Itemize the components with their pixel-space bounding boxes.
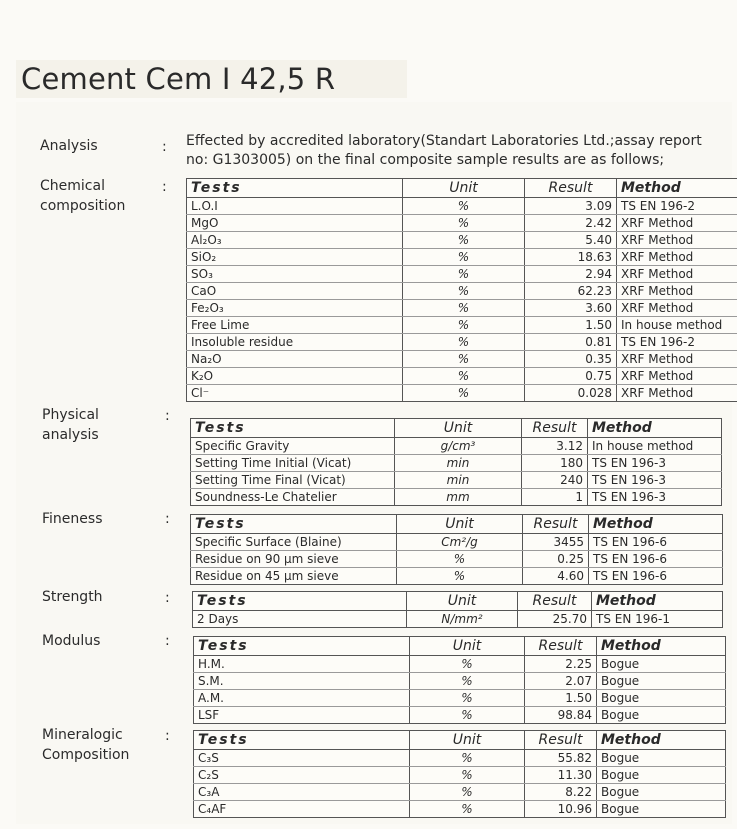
table-row [194,673,726,690]
header-result: Result [525,637,597,656]
cell-method: TS EN 196-1 [592,611,723,628]
cell-method: In house method [588,438,722,455]
cell-test: C₃A [194,784,410,801]
header-unit: Unit [403,179,525,198]
cell-result: 98.84 [525,707,597,724]
header-tests: Tests [194,731,410,750]
header-tests: Tests [191,515,397,534]
cell-method: XRF Method [617,351,737,368]
cell-test: Specific Gravity [191,438,395,455]
cell-unit: % [403,300,525,317]
cell-test: Specific Surface (Blaine) [191,534,397,551]
analysis-text: Effected by accredited laboratory(Standart Laboratories Ltd.;assay report no: G1303005) on the final composite sample results are as follows; [186,133,702,168]
cell-unit: % [403,334,525,351]
cell-method: TS EN 196-3 [588,455,722,472]
cell-unit: % [410,767,525,784]
cell-result: 3455 [523,534,589,551]
cell-test: MgO [187,215,403,232]
cell-unit: Cm²/g [397,534,523,551]
header-method: Method [588,419,722,438]
cell-unit: % [397,568,523,585]
section-label: Modulus [42,633,101,649]
table-row [187,283,737,300]
header-result: Result [518,592,592,611]
cell-method: Bogue [597,673,726,690]
cell-test: A.M. [194,690,410,707]
table-row [187,232,737,249]
table-row [191,534,723,551]
cell-result: 3.60 [525,300,617,317]
cell-unit: % [403,283,525,300]
table-row [191,455,722,472]
cell-test: C₂S [194,767,410,784]
cell-unit: % [403,198,525,215]
table-row [194,750,726,767]
header-unit: Unit [397,515,523,534]
table-header-row [194,731,726,750]
cell-test: S.M. [194,673,410,690]
cell-result: 3.12 [522,438,588,455]
cell-test: Soundness-Le Chatelier [191,489,395,506]
header-unit: Unit [410,637,525,656]
table-row [187,351,737,368]
cell-result: 0.81 [525,334,617,351]
cell-unit: min [395,472,522,489]
table-header-row [187,179,737,198]
cell-test: C₃S [194,750,410,767]
table-row [194,656,726,673]
cell-test: CaO [187,283,403,300]
cell-unit: % [397,551,523,568]
header-unit: Unit [407,592,518,611]
cell-result: 180 [522,455,588,472]
header-result: Result [525,179,617,198]
table-row [187,317,737,334]
results-table [190,514,723,585]
cell-unit: % [403,317,525,334]
table-row [193,611,723,628]
analysis-colon: : [162,139,167,155]
cell-unit: N/mm² [407,611,518,628]
cell-method: XRF Method [617,368,737,385]
cell-unit: % [410,750,525,767]
cell-result: 18.63 [525,249,617,266]
cell-test: SiO₂ [187,249,403,266]
table-header-row [194,637,726,656]
table-header-row [191,515,723,534]
cell-method: XRF Method [617,249,737,266]
header-method: Method [597,637,726,656]
cell-unit: % [403,249,525,266]
cell-result: 5.40 [525,232,617,249]
cell-unit: % [403,368,525,385]
cell-test: L.O.I [187,198,403,215]
cell-result: 2.25 [525,656,597,673]
table-row [187,266,737,283]
header-tests: Tests [194,637,410,656]
results-table [186,178,737,402]
cell-test: LSF [194,707,410,724]
section-colon: : [165,408,170,424]
table-row [187,198,737,215]
cell-unit: % [410,801,525,818]
cell-test: Setting Time Final (Vicat) [191,472,395,489]
cell-method: Bogue [597,656,726,673]
cell-method: XRF Method [617,215,737,232]
cell-result: 10.96 [525,801,597,818]
table-header-row [191,419,722,438]
cell-method: Bogue [597,801,726,818]
table-row [194,707,726,724]
cell-result: 0.75 [525,368,617,385]
cell-unit: % [410,690,525,707]
cell-result: 25.70 [518,611,592,628]
cell-result: 240 [522,472,588,489]
section-colon: : [165,728,170,744]
cell-method: TS EN 196-2 [617,334,737,351]
cell-result: 2.07 [525,673,597,690]
cell-method: Bogue [597,690,726,707]
header-method: Method [589,515,723,534]
header-method: Method [592,592,723,611]
header-unit: Unit [395,419,522,438]
cell-result: 62.23 [525,283,617,300]
cell-method: TS EN 196-2 [617,198,737,215]
cell-method: TS EN 196-6 [589,534,723,551]
section-colon: : [165,511,170,527]
table-row [187,300,737,317]
cell-method: TS EN 196-3 [588,489,722,506]
cell-test: SO₃ [187,266,403,283]
cell-unit: % [403,232,525,249]
cell-result: 1.50 [525,690,597,707]
cell-test: H.M. [194,656,410,673]
section-label: Fineness [42,511,103,527]
section-colon: : [165,590,170,606]
cell-result: 55.82 [525,750,597,767]
table-row [194,784,726,801]
cell-method: XRF Method [617,232,737,249]
section-label: Chemical composition [40,178,126,214]
results-table [193,636,726,724]
page-title: Cement Cem I 42,5 R [21,62,336,96]
header-result: Result [523,515,589,534]
table-row [187,368,737,385]
cell-method: Bogue [597,767,726,784]
cell-result: 0.028 [525,385,617,402]
cell-method: Bogue [597,784,726,801]
cell-unit: g/cm³ [395,438,522,455]
results-table [193,730,726,818]
table-row [194,767,726,784]
cell-test: Residue on 45 µm sieve [191,568,397,585]
section-label: Strength [42,589,103,605]
table-row [191,489,722,506]
section-label: Mineralogic Composition [42,727,130,763]
header-unit: Unit [410,731,525,750]
cell-result: 11.30 [525,767,597,784]
cell-test: Al₂O₃ [187,232,403,249]
table-row [191,438,722,455]
cell-result: 0.25 [523,551,589,568]
cell-test: Free Lime [187,317,403,334]
table-row [191,568,723,585]
results-table [192,591,723,628]
cell-unit: % [403,351,525,368]
section-colon: : [165,633,170,649]
cell-result: 0.35 [525,351,617,368]
cell-test: C₄AF [194,801,410,818]
cell-method: XRF Method [617,300,737,317]
cell-unit: % [410,656,525,673]
cell-test: Insoluble residue [187,334,403,351]
cell-method: TS EN 196-6 [589,551,723,568]
cell-unit: % [410,707,525,724]
cell-method: XRF Method [617,385,737,402]
header-method: Method [597,731,726,750]
cell-unit: % [410,784,525,801]
cell-method: Bogue [597,707,726,724]
table-header-row [193,592,723,611]
cell-unit: % [410,673,525,690]
cell-unit: % [403,385,525,402]
results-table [190,418,722,506]
cell-method: TS EN 196-3 [588,472,722,489]
cell-test: Setting Time Initial (Vicat) [191,455,395,472]
header-result: Result [525,731,597,750]
cell-method: In house method [617,317,737,334]
section-label: Physical analysis [42,407,99,443]
table-row [191,472,722,489]
analysis-label: Analysis [40,138,98,154]
header-tests: Tests [187,179,403,198]
table-row [194,690,726,707]
header-method: Method [617,179,737,198]
cell-unit: % [403,215,525,232]
cell-test: Cl⁻ [187,385,403,402]
table-row [187,215,737,232]
table-row [187,249,737,266]
header-tests: Tests [191,419,395,438]
cell-result: 1 [522,489,588,506]
cell-result: 2.42 [525,215,617,232]
cell-unit: min [395,455,522,472]
header-result: Result [522,419,588,438]
table-row [191,551,723,568]
cell-test: K₂O [187,368,403,385]
table-row [187,385,737,402]
cell-result: 2.94 [525,266,617,283]
cell-result: 8.22 [525,784,597,801]
cell-method: Bogue [597,750,726,767]
cell-test: Na₂O [187,351,403,368]
cell-test: Residue on 90 µm sieve [191,551,397,568]
cell-result: 3.09 [525,198,617,215]
cell-test: 2 Days [193,611,407,628]
table-row [194,801,726,818]
cell-method: TS EN 196-6 [589,568,723,585]
cell-test: Fe₂O₃ [187,300,403,317]
cell-result: 4.60 [523,568,589,585]
cell-result: 1.50 [525,317,617,334]
cell-method: XRF Method [617,283,737,300]
header-tests: Tests [193,592,407,611]
section-colon: : [162,179,167,195]
cell-method: XRF Method [617,266,737,283]
table-row [187,334,737,351]
cell-unit: mm [395,489,522,506]
cell-unit: % [403,266,525,283]
